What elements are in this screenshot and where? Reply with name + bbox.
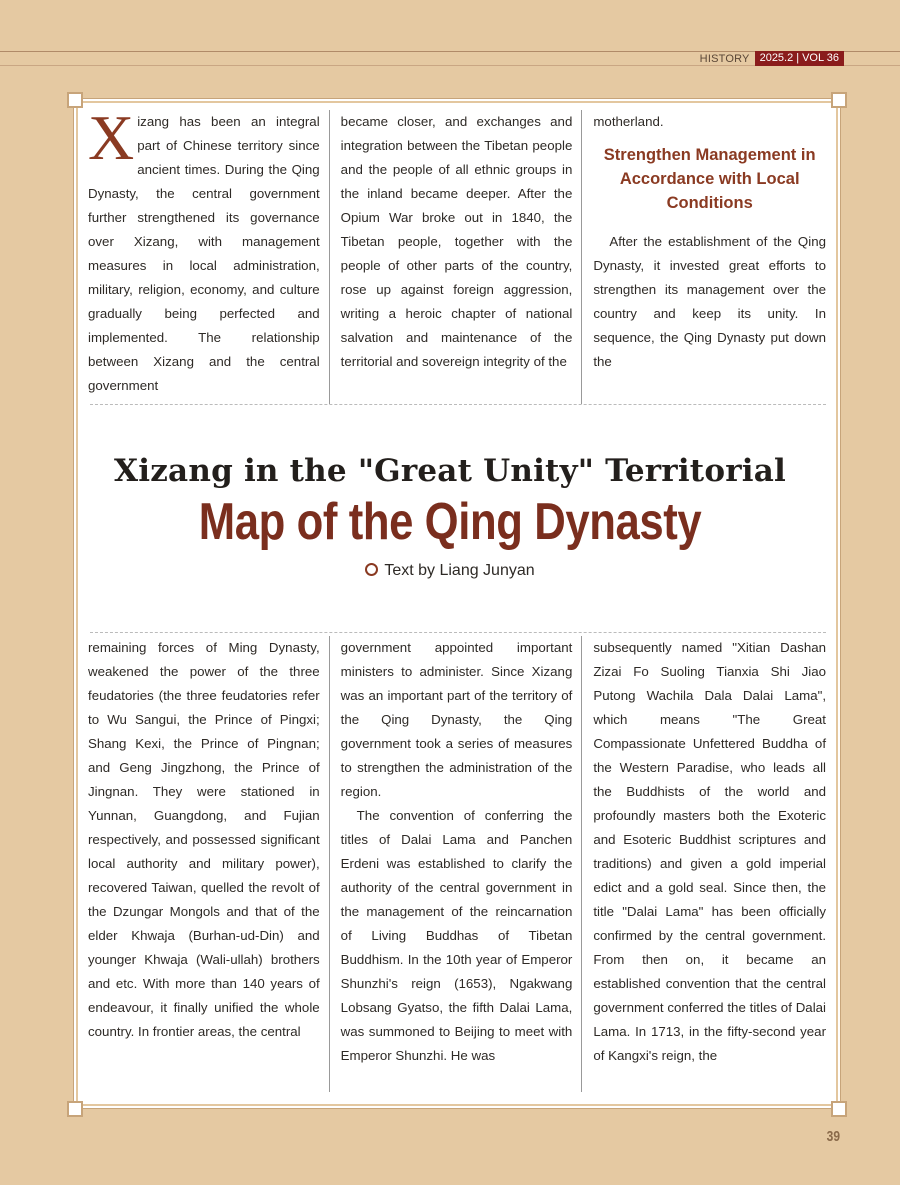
- page-number: 39: [826, 1128, 841, 1145]
- bottom-column-3: [581, 636, 826, 1092]
- issue-tag: 2025.2 | VOL 36: [755, 51, 844, 66]
- frame-corner-ornament: [67, 1101, 83, 1117]
- top-column-1-text: izang has been an integral part of Chinese territory since ancient times. During the Qing Dynasty, the central government further strengthened its governance over Xizang, with management measures in local administration, military, religion, economy, and culture gradually being perfected and implemented. The relationship between Xizang and the central government: [88, 114, 320, 393]
- bottom-column-2-para-2: The convention of conferring the titles of Dalai Lama and Panchen Erdeni was established to clarify the authority of the central government in the management of the reincarnation of Living Buddhas of Tibetan Buddhism. In the 10th year of Emperor Shunzhi's reign (1653), Ngakwang Lobsang Gyatso, the fifth Dalai Lama, was summoned to Beijing to meet with Emperor Shunzhi. He was: [340, 808, 573, 1063]
- frame-corner-ornament: [831, 92, 847, 108]
- article-title-line-2: Map of the Qing Dynasty: [198, 493, 702, 551]
- running-header: [700, 51, 844, 66]
- top-column-2-text: became closer, and exchanges and integration between the Tibetan people and the people of all ethnic groups in the inland became deeper. After the Opium War broke out in 1840, the Tibetan people, together with the people of other parts of the country, rose up against foreign aggression, writing a heroic chapter of national salvation and maintenance of the territorial and sovereign integrity of the: [340, 114, 573, 369]
- section-label: HISTORY: [699, 52, 750, 65]
- top-column-2: [329, 110, 582, 404]
- top-column-3-text: After the establishment of the Qing Dynasty, it invested great efforts to strengthen its management over the country and keep its unity. In sequence, the Qing Dynasty put down the: [593, 234, 827, 369]
- bottom-columns: [88, 636, 826, 1092]
- divider-above-title: [90, 404, 826, 405]
- article-title-line-1: Xizang in the "Great Unity" Territorial: [114, 453, 786, 489]
- top-columns: [88, 102, 827, 404]
- drop-cap: X: [88, 102, 135, 173]
- top-column-1: [88, 102, 329, 404]
- bullet-icon: [365, 563, 378, 576]
- top-column-3: [581, 110, 826, 404]
- bottom-column-2: [329, 636, 582, 1092]
- bottom-column-1: [88, 636, 329, 1092]
- divider-below-title: [90, 632, 826, 633]
- author-text: Text by Liang Junyan: [384, 562, 535, 579]
- byline: [0, 562, 900, 580]
- volume-number: VOL 36: [802, 52, 839, 64]
- bottom-column-1-text: remaining forces of Ming Dynasty, weakened the power of the three feudatories (the three feudatories refer to Wu Sangui, the Prince of Pingxi; Shang Kexi, the Prince of Pingnan; and Geng Jingzhong, the Prince of Jingnan. They were stationed in Yunnan, Guangdong, and Fujian respectively, and possessed significant local authority and military power), recovered Taiwan, quelled the revolt of the Dzungar Mongols and that of the elder Khwaja (Burhan-ud-Din) and younger Khwaja (Wali-ullah) brothers and etc. With more than 140 years of endeavour, it finally unified the whole country. In frontier areas, the central: [88, 640, 320, 1039]
- section-subheading: Strengthen Management in Accordance with Local Conditions: [603, 146, 816, 212]
- issue-number: 2025.2: [759, 52, 794, 64]
- bottom-column-2-para-1: government appointed important ministers to administer. Since Xizang was an important part of the territory of the Qing Dynasty, the Qing government took a series of measures to strengthen the administration of the region.: [340, 640, 573, 799]
- top-column-3-lead: motherland.: [593, 114, 664, 129]
- frame-corner-ornament: [67, 92, 83, 108]
- bottom-column-3-text: subsequently named "Xitian Dashan Zizai Fo Suoling Tianxia Shi Jiao Putong Wachila Dala Dalai Lama", which means "The Great Compassionate Unfettered Buddha of the Western Paradise, who leads all the Buddhists of the world and profoundly masters both the Exoteric and Esoteric Buddhist scriptures and traditions) and given a gold imperial edict and a gold seal. Since then, the title "Dalai Lama" has been officially confirmed by the central government. From then on, it became an established convention that the central government conferred the titles of Dalai Lama. In 1713, in the fifty-second year of Kangxi's reign, the: [593, 640, 827, 1063]
- frame-corner-ornament: [831, 1101, 847, 1117]
